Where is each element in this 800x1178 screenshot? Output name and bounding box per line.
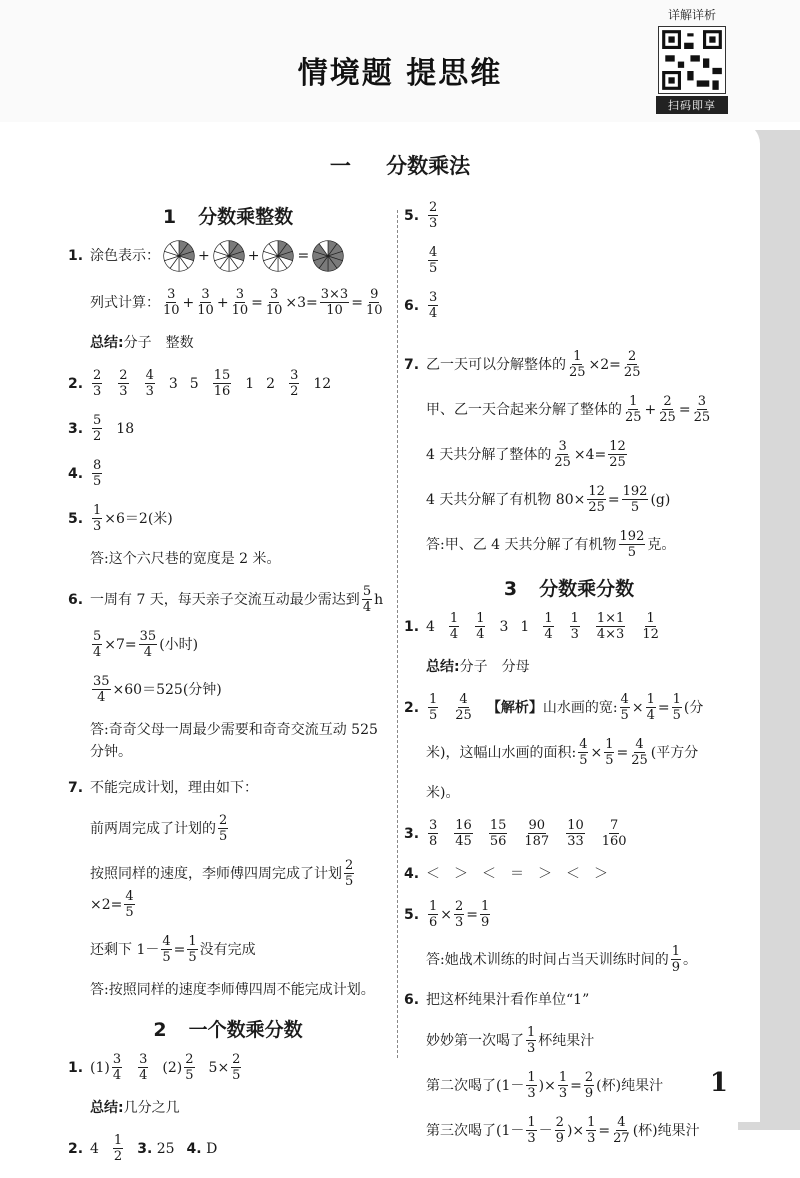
fraction: $\frac{12}{25}$	[588, 484, 605, 515]
fraction: 3 25	[693, 394, 711, 425]
fraction: 1 3	[570, 611, 579, 642]
qr-button-label[interactable]: 扫码即享	[656, 96, 728, 114]
answer-text: 答:她战术训练的时间占当天训练时间的	[426, 951, 669, 968]
answer-text: 克。	[647, 536, 676, 553]
reason-text: 还剩下 1－	[90, 941, 160, 958]
question-number: 4.	[186, 1140, 202, 1157]
section-number: 2	[153, 1019, 167, 1041]
fraction: 2 5	[345, 858, 354, 889]
chapter-title	[0, 150, 800, 180]
fraction: 3 10	[197, 287, 214, 318]
question-2: 2. 1 5 4 25 【解析】 山水画的宽: 4 5 × 1 4 = 1 5 (分	[404, 692, 704, 723]
calc-label: 列式计算：	[90, 294, 160, 311]
question-2: 2. 2 3 2 3 4 3 3 5 15 16 1 2 3 2 12	[68, 368, 332, 399]
fraction: 4 5	[125, 889, 134, 920]
equation-line: 4 天共分解了有机物 80× $\frac{12}{25}$ = 192 5 (g)	[426, 484, 671, 515]
fraction: 2 25	[659, 394, 676, 425]
summary-label: 总结:	[90, 335, 124, 351]
analysis-tag: 【解析】	[486, 699, 543, 716]
section-title: 分数乘分数	[539, 578, 635, 600]
fraction: 1 9	[481, 899, 490, 930]
question-number: 7.	[404, 356, 420, 373]
answer-line: 答:按照同样的速度李师傅四周不能完成计划。	[90, 982, 375, 998]
question-text: 第三次喝了(1－	[426, 1122, 525, 1139]
analysis-line: 米)，这幅山水画的面积: 4 5 × 1 5 = 4 25 (平方分	[426, 737, 699, 768]
fraction: 3×3 10	[320, 287, 349, 318]
question-number: 3.	[137, 1140, 153, 1157]
fraction: 3 25	[554, 439, 571, 470]
equation-line	[68, 674, 388, 705]
qr-caption: 详解详析	[667, 8, 716, 22]
unit: h	[374, 591, 384, 608]
equation-line: 4 天共分解了整体的 3 25 ×4= 12 25	[426, 439, 626, 470]
equation: ×60＝525(分钟)	[112, 681, 222, 698]
fraction: 3 4	[139, 1052, 148, 1083]
analysis-text: 山水画的宽:	[542, 699, 618, 716]
question-number: 6.	[404, 992, 420, 1008]
fraction: 1 3	[527, 1025, 536, 1056]
qr-code-panel[interactable]	[656, 6, 728, 114]
question-2-3-4	[68, 1133, 388, 1164]
fraction: 12 25	[609, 439, 626, 470]
fraction: 4 5	[162, 934, 171, 965]
question-text: 杯纯果汁	[538, 1032, 595, 1049]
unit: (小时)	[159, 636, 199, 653]
answer-text: 答:甲、乙 4 天共分解了有机物	[426, 536, 617, 553]
question-number: 1.	[68, 1059, 84, 1076]
equation-line: 甲、乙一天合起来分解了整体的 1 25 + 2 25 = 3 25	[426, 394, 711, 425]
question-number: 6.	[404, 297, 420, 314]
question-5: 5. 1 6 × 2 3 = 1 9	[404, 899, 490, 930]
fraction: 192 5	[619, 529, 645, 560]
chapter-number: 一	[329, 154, 351, 178]
section-number: 3	[503, 578, 518, 600]
question-number: 1.	[404, 618, 420, 635]
fraction: 1 12	[642, 611, 659, 642]
fraction: 3 10	[231, 287, 249, 318]
equation: 5×	[208, 1059, 230, 1076]
fraction: $\frac{2}{5}$	[232, 1052, 241, 1083]
question-text: 涂色表示：	[90, 248, 160, 264]
fraction: 2 9	[555, 1115, 564, 1146]
summary-text: 分子 分母	[459, 659, 530, 675]
question-text: 不能完成计划，理由如下：	[90, 780, 258, 796]
summary-text: 分子 整数	[123, 335, 194, 351]
qr-code-icon[interactable]	[658, 26, 726, 94]
fraction: 3 10	[265, 287, 283, 318]
question-number: 6.	[68, 591, 84, 608]
question-text: 4 天共分解了整体的	[426, 446, 552, 463]
question-text: 甲、乙一天合起来分解了整体的	[426, 401, 622, 418]
pie-diagram-1	[162, 239, 196, 273]
page-number: 1	[709, 1068, 728, 1098]
question-number: 5.	[68, 510, 84, 527]
fraction: 1×1 4×3	[596, 611, 625, 642]
question-7	[68, 777, 388, 799]
reason-text: 前两周完成了计划的	[90, 820, 216, 837]
question-number: 2.	[404, 699, 420, 716]
left-column	[68, 200, 388, 1178]
fraction: 1 3	[558, 1070, 568, 1101]
reason-line: 还剩下 1－ 4 5 = 1 5 没有完成	[90, 934, 256, 965]
fraction: 1 4	[476, 611, 485, 642]
fraction: 9 10	[365, 287, 383, 318]
fraction: 4 5	[620, 692, 629, 723]
fraction: 4 25	[455, 692, 472, 723]
answer-line: 答:这个六尺巷的宽度是 2 米。	[90, 551, 281, 567]
fraction: 3 2	[290, 368, 299, 399]
fraction: 1 5	[188, 934, 197, 965]
fraction: 4 27	[613, 1115, 630, 1146]
equals-sign: =	[297, 248, 310, 264]
fraction: 35 4	[139, 629, 157, 660]
question-text: 妙妙第一次喝了	[426, 1032, 524, 1049]
fraction: $\frac{1}{3}$	[93, 503, 102, 534]
analysis-text: 米)，这幅山水画的面积:	[426, 744, 577, 761]
chapter-name: 分数乘法	[386, 154, 471, 178]
question-1-summary	[68, 1097, 388, 1119]
question-number: 3.	[404, 825, 420, 842]
fraction: 4 25	[631, 737, 648, 768]
summary-label: 总结:	[90, 1100, 124, 1116]
question-text: 把这杯纯果汁看作单位“1”	[426, 992, 590, 1008]
fraction: 2 5	[219, 813, 228, 844]
pie-diagram-result	[311, 239, 345, 273]
question-number: 5.	[404, 906, 420, 923]
fraction: 5 4	[362, 584, 372, 615]
question-1: 1. 4 1 4 1 4 3 1 1 4 1 3 1×1 4×3 1 12	[404, 611, 659, 642]
fraction: 15 16	[213, 368, 231, 399]
fraction: 7 160	[601, 818, 627, 849]
question-number: 7.	[68, 780, 84, 796]
fraction: 1 4	[544, 611, 553, 642]
fraction: 1 5	[605, 737, 614, 768]
fraction: 1 4	[646, 692, 655, 723]
right-column	[404, 200, 734, 1160]
fraction: 1 5	[672, 692, 681, 723]
fraction: 3 8	[429, 818, 438, 849]
fraction: 1 25	[569, 349, 586, 380]
plus-sign: +	[198, 248, 210, 264]
fraction: 2 3	[119, 368, 128, 399]
equation-line	[404, 1025, 734, 1056]
plus-sign: +	[247, 248, 260, 264]
equation-line: 5 4 ×7= 35 4 (小时)	[93, 629, 199, 660]
fraction: 90 187	[524, 818, 550, 849]
question-1-summary	[68, 332, 388, 354]
question-number: 2.	[68, 1140, 84, 1157]
pie-diagram-3	[261, 239, 295, 273]
unit: (g)	[650, 491, 671, 508]
equation-line	[404, 245, 734, 276]
fraction: 1 9	[671, 944, 680, 975]
fraction: 1 6	[429, 899, 438, 930]
section-number: 1	[162, 206, 177, 228]
answer-value: 4	[90, 1140, 99, 1157]
answer-value: 25	[156, 1140, 175, 1157]
question-6	[404, 989, 734, 1011]
answer-value: D	[206, 1140, 218, 1157]
question-4	[404, 863, 734, 885]
question-3	[404, 818, 734, 849]
question-1	[68, 239, 388, 273]
question-1-summary	[404, 656, 734, 678]
question-text: 4 天共分解了有机物 80×	[426, 491, 586, 508]
fraction: 192 5	[622, 484, 648, 515]
comparison-answers: ＜ ＞ ＜ ＝ ＞ ＜ ＞	[426, 866, 608, 882]
question-number: 3.	[68, 420, 84, 437]
question-1-calc: 列式计算： 3 10 + 3 10 + 3 10 = 3 10 ×3= 3×3 10 = 9 10	[90, 287, 383, 318]
question-6	[404, 290, 734, 321]
fraction: 2 3	[93, 368, 102, 399]
fraction: $\frac{35}{4}$	[93, 674, 110, 705]
reason-line	[68, 813, 388, 844]
question-7: 7. 乙一天可以分解整体的 1 25 ×2= 2 25	[404, 349, 641, 380]
fraction: 1 3	[587, 1115, 596, 1146]
question-number: 4.	[68, 465, 84, 482]
section-heading	[68, 1015, 388, 1042]
fraction: 1 5	[429, 692, 438, 723]
fraction: 1 2	[113, 1133, 123, 1164]
question-3: 3. 5 2 18	[68, 413, 135, 444]
equation-line: 第三次喝了(1－ 1 3 － 2 9 )× 1 3 = 4 27 (杯)纯果汁	[426, 1115, 700, 1146]
question-text: 一周有 7 天，每天亲子交流互动最少需达到	[90, 591, 360, 608]
fraction: 2 3	[429, 200, 438, 231]
summary-label: 总结:	[426, 659, 460, 675]
pie-diagram-2	[212, 239, 246, 273]
fraction: 16 45	[455, 818, 472, 849]
question-text: 乙一天可以分解整体的	[426, 356, 566, 373]
question-text: 第二次喝了(1－	[426, 1077, 525, 1094]
answer-line: 答:奇奇父母一周最少需要和奇奇交流互动 525 分钟。	[90, 722, 378, 760]
fraction: 1 3	[527, 1070, 536, 1101]
fraction: 15 56	[489, 818, 507, 849]
question-5	[68, 503, 388, 534]
reason-line: 按照同样的速度，李师傅四周完成了计划 2 5 ×2= 4 5	[90, 858, 354, 920]
analysis-line: 米)。	[426, 785, 460, 801]
part-label: (2)	[162, 1059, 183, 1076]
section-title: 分数乘整数	[198, 206, 294, 228]
fraction: 4 5	[429, 245, 438, 276]
section-heading	[68, 202, 388, 229]
answer-line: 答:她战术训练的时间占当天训练时间的 1 9 。	[426, 944, 697, 975]
analysis-text: (平方分	[650, 744, 699, 761]
fraction: 8 5	[93, 458, 102, 489]
fraction: 4 5	[579, 737, 588, 768]
answer-line	[404, 529, 734, 560]
question-1	[68, 1052, 388, 1083]
fraction: 1 3	[527, 1115, 536, 1146]
page-header-title: 情境题 提思维	[297, 56, 503, 91]
question-text: (杯)纯果汁	[632, 1122, 700, 1139]
question-number: 5.	[404, 207, 420, 224]
fraction: 3 4	[112, 1052, 122, 1083]
fraction: 1 4	[449, 611, 459, 642]
question-4	[68, 458, 388, 489]
question-number: 1.	[68, 248, 84, 264]
fraction: 2 25	[623, 349, 641, 380]
section-heading	[404, 574, 734, 601]
fraction: 10 33	[567, 818, 584, 849]
fraction: 1 25	[625, 394, 642, 425]
analysis-text: (分	[683, 699, 704, 716]
question-text: (杯)纯果汁	[596, 1077, 664, 1094]
fraction: 5 4	[93, 629, 102, 660]
part-label: (1)	[90, 1059, 110, 1076]
fraction: 2 9	[584, 1070, 594, 1101]
fraction: 2 5	[185, 1052, 194, 1083]
fraction: 2 3	[455, 899, 464, 930]
summary-text: 几分之几	[123, 1100, 180, 1116]
equation-line: 第二次喝了(1－ 1 3 )× 1 3 = 2 9 (杯)纯果汁	[426, 1070, 664, 1101]
equation: ×6＝2(米)	[104, 510, 173, 527]
question-number: 4.	[404, 866, 420, 882]
question-6	[68, 584, 388, 615]
fraction: 3 4	[429, 290, 438, 321]
column-divider	[397, 210, 398, 1058]
fraction: 3 10	[163, 287, 180, 318]
fraction: 5 2	[93, 413, 102, 444]
question-number: 2.	[68, 375, 84, 392]
reason-text: 没有完成	[199, 941, 256, 958]
fraction: 4 3	[145, 368, 154, 399]
question-5	[404, 200, 734, 231]
section-title: 一个数乘分数	[188, 1019, 303, 1041]
reason-text: 按照同样的速度，李师傅四周完成了计划	[90, 865, 342, 882]
